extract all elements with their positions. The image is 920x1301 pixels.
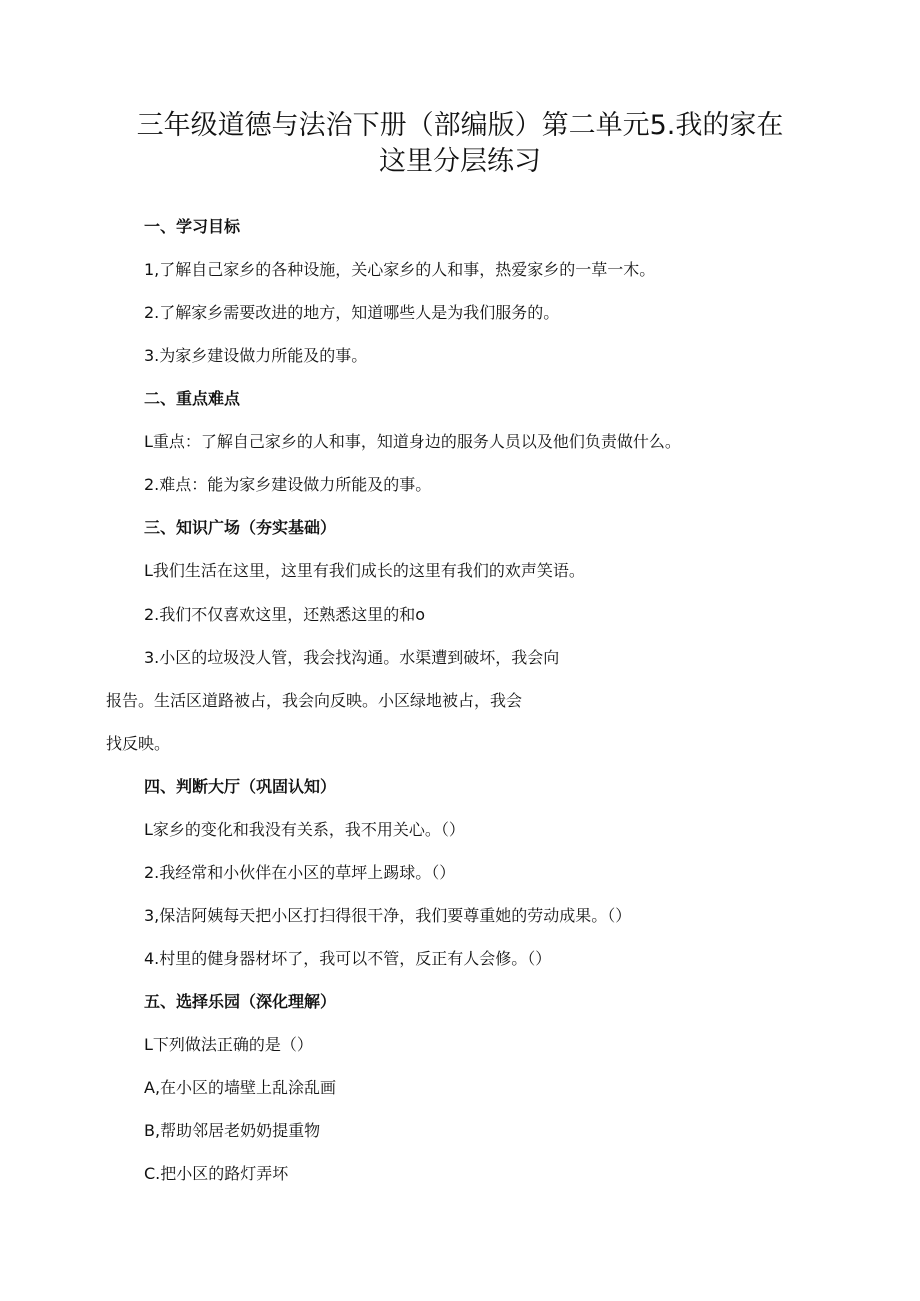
choice-option-a: A,在小区的墙壁上乱涂乱画: [144, 1078, 337, 1097]
choice-option-b: B,帮助邻居老奶奶提重物: [144, 1121, 321, 1140]
document-title: [120, 108, 800, 180]
title-line-2: 这里分层练习: [379, 146, 541, 177]
knowledge-item-1: L我们生活在这里，这里有我们成长的这里有我们的欢声笑语。: [144, 561, 585, 580]
section-heading-learning-goals: 一、学习目标: [144, 217, 241, 236]
goal-item-2: 2.了解家乡需要改进的地方，知道哪些人是为我们服务的。: [144, 303, 560, 322]
judgment-item-2: 2.我经常和小伙伴在小区的草坪上踢球。（）: [144, 863, 456, 882]
key-point-item-2: 2.难点：能为家乡建设做力所能及的事。: [144, 475, 432, 494]
knowledge-item-3-end: 找反映。: [106, 734, 171, 753]
choice-option-c: C.把小区的路灯弄坏: [144, 1164, 289, 1183]
knowledge-item-3: 3.小区的垃圾没人管，我会找沟通。水渠遭到破坏，我会向: [144, 648, 560, 667]
judgment-item-4: 4.村里的健身器材坏了，我可以不管，反正有人会修。（）: [144, 949, 552, 968]
section-heading-knowledge: 三、知识广场（夯实基础）: [144, 518, 337, 537]
knowledge-item-3-continued: 报告。生活区道路被占，我会向反映。小区绿地被占，我会: [106, 691, 523, 710]
goal-item-1: 1,了解自己家乡的各种设施，关心家乡的人和事，热爱家乡的一草一木。: [144, 260, 656, 279]
goal-item-3: 3.为家乡建设做力所能及的事。: [144, 346, 368, 365]
judgment-item-1: L家乡的变化和我没有关系，我不用关心。（）: [144, 820, 465, 839]
section-heading-key-points: 二、重点难点: [144, 389, 241, 408]
title-line-1: 三年级道德与法治下册（部编版）第二单元5.我的家在: [136, 110, 784, 141]
judgment-item-3: 3,保洁阿姨每天把小区打扫得很干净，我们要尊重她的劳动成果。（）: [144, 906, 632, 925]
section-heading-judgment: 四、判断大厅（巩固认知）: [144, 777, 337, 796]
choice-question-1: L下列做法正确的是（）: [144, 1035, 313, 1054]
section-heading-choice: 五、选择乐园（深化理解）: [144, 992, 337, 1011]
key-point-item-1: L重点：了解自己家乡的人和事，知道身边的服务人员以及他们负责做什么。: [144, 432, 681, 451]
knowledge-item-2: 2.我们不仅喜欢这里，还熟悉这里的和o: [144, 605, 426, 624]
